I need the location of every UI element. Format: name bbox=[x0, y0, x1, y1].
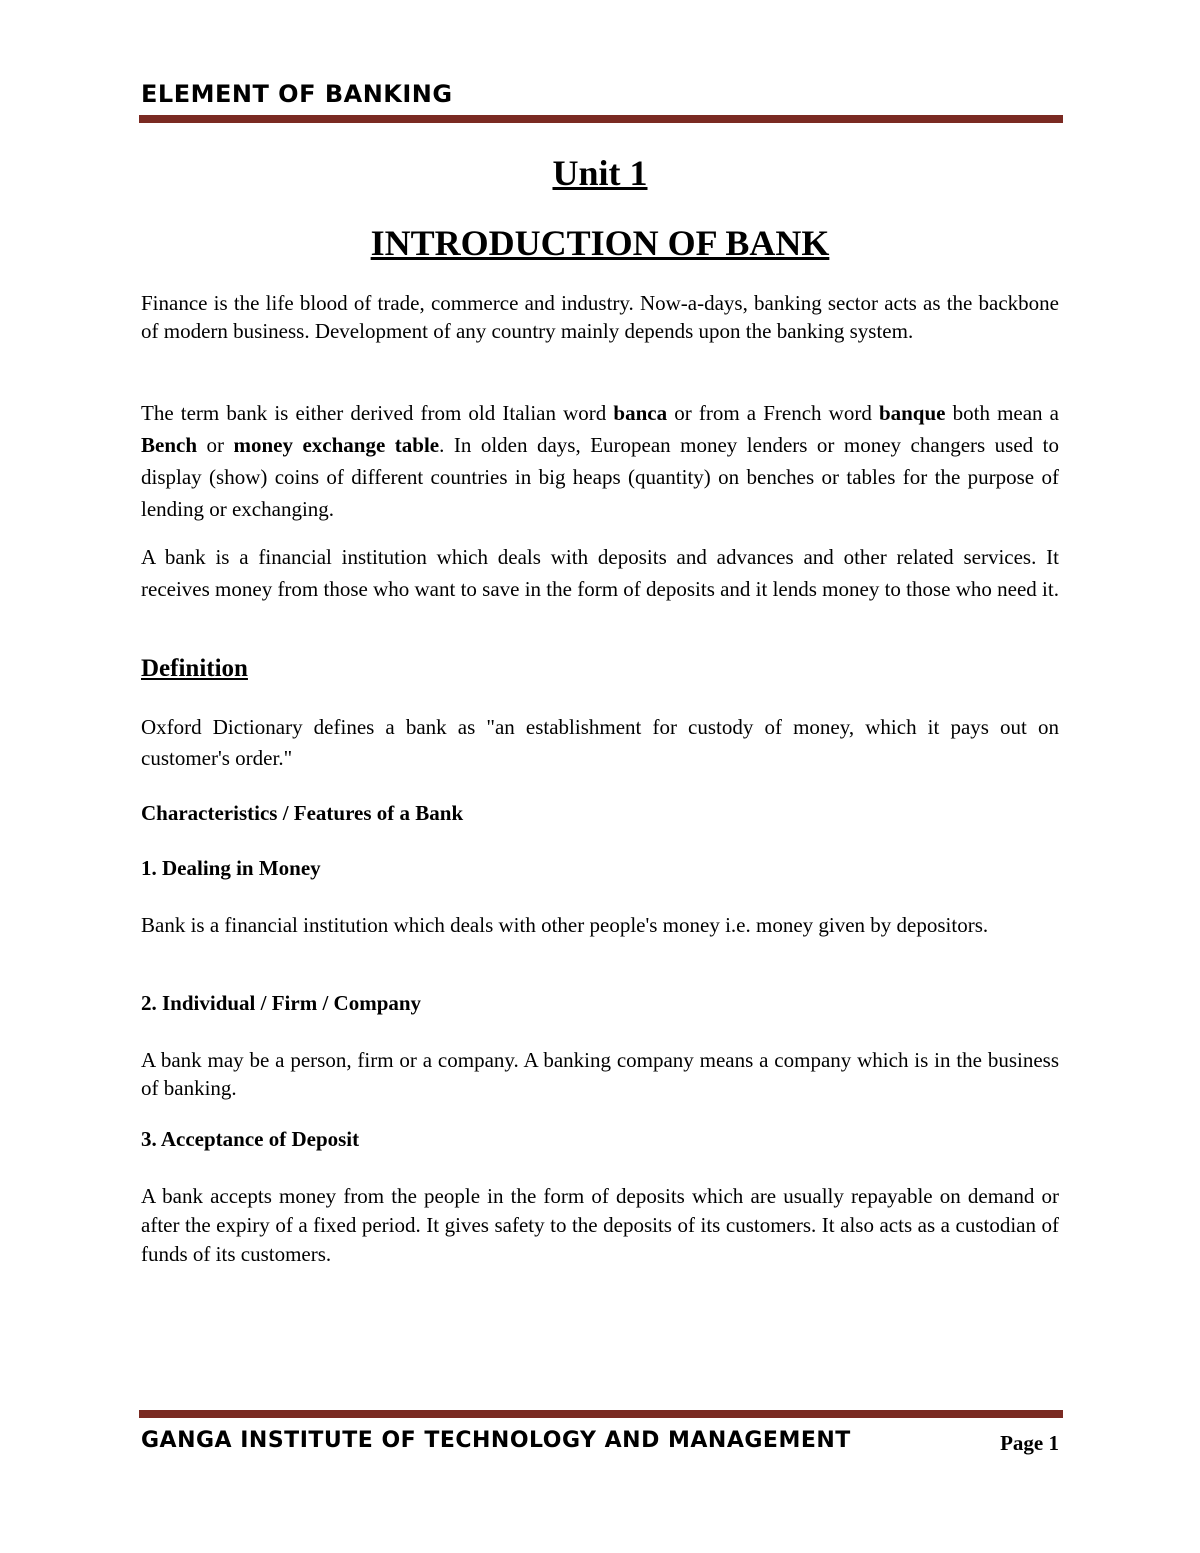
paragraph-text bbox=[141, 397, 1059, 525]
bold-term-banque: banque bbox=[878, 401, 946, 425]
paragraph-text: A bank is a financial institution which deals with deposits and advances and other related services. It receives money from those who want to save in the form of deposits and it lends money to those who need it. bbox=[141, 545, 1059, 601]
text-run: The term bank is either derived from old Italian word bbox=[141, 401, 614, 425]
bold-term-money-exchange-table: money exchange table bbox=[233, 433, 440, 457]
page-number: Page 1 bbox=[1000, 1431, 1059, 1455]
feature-title-1: 1. Dealing in Money bbox=[141, 856, 321, 880]
intro-paragraph-2 bbox=[141, 397, 1059, 525]
bold-term-bench: Bench bbox=[141, 433, 198, 457]
definition-heading: Definition bbox=[141, 655, 248, 682]
paragraph-text: Bank is a financial institution which deals with other people's money i.e. money given by depositors. bbox=[141, 913, 989, 937]
unit-title: Unit 1 bbox=[552, 153, 648, 193]
section-title: INTRODUCTION OF BANK bbox=[370, 223, 830, 263]
intro-paragraph-1 bbox=[141, 289, 1059, 345]
paragraph-text: Oxford Dictionary defines a bank as "an establishment for custody of money, which it pays out on customer's order." bbox=[141, 715, 1059, 770]
paragraph-text: Finance is the life blood of trade, commerce and industry. Now-a-days, banking sector acts as the backbone of modern business. Development of any country mainly depends upon the banking system. bbox=[141, 291, 1059, 343]
bold-term-banca: banca bbox=[613, 401, 668, 425]
text-run: or from a French word bbox=[667, 401, 879, 425]
feature-text-3 bbox=[141, 1182, 1059, 1269]
footer-institute: GANGA INSTITUTE OF TECHNOLOGY AND MANAGEMENT bbox=[141, 1428, 851, 1453]
paragraph-text: A bank accepts money from the people in the form of deposits which are usually repayable on demand or after the expiry of a fixed period. It gives safety to the deposits of its customers. It also acts as a custodian of funds of its customers. bbox=[141, 1184, 1059, 1266]
feature-text-2 bbox=[141, 1046, 1059, 1102]
feature-text-1 bbox=[141, 911, 1059, 939]
features-heading: Characteristics / Features of a Bank bbox=[141, 801, 464, 825]
text-run: both mean a bbox=[945, 401, 1059, 425]
feature-title-3: 3. Acceptance of Deposit bbox=[141, 1127, 360, 1151]
text-run: or bbox=[197, 433, 234, 457]
intro-paragraph-3 bbox=[141, 541, 1059, 605]
paragraph-text: A bank may be a person, firm or a company. A banking company means a company which is in the business of banking. bbox=[141, 1048, 1059, 1100]
feature-title-2: 2. Individual / Firm / Company bbox=[141, 991, 422, 1015]
text-run: . In olden days, European money lenders or money changers used to display (show) coins of different countries in big heaps (quantity) on benches or tables for the purpose of lending or exchanging. bbox=[141, 433, 1059, 521]
header-divider bbox=[139, 115, 1063, 123]
footer-divider bbox=[139, 1410, 1063, 1418]
header-title: ELEMENT OF BANKING bbox=[141, 80, 453, 108]
definition-paragraph bbox=[141, 712, 1059, 774]
